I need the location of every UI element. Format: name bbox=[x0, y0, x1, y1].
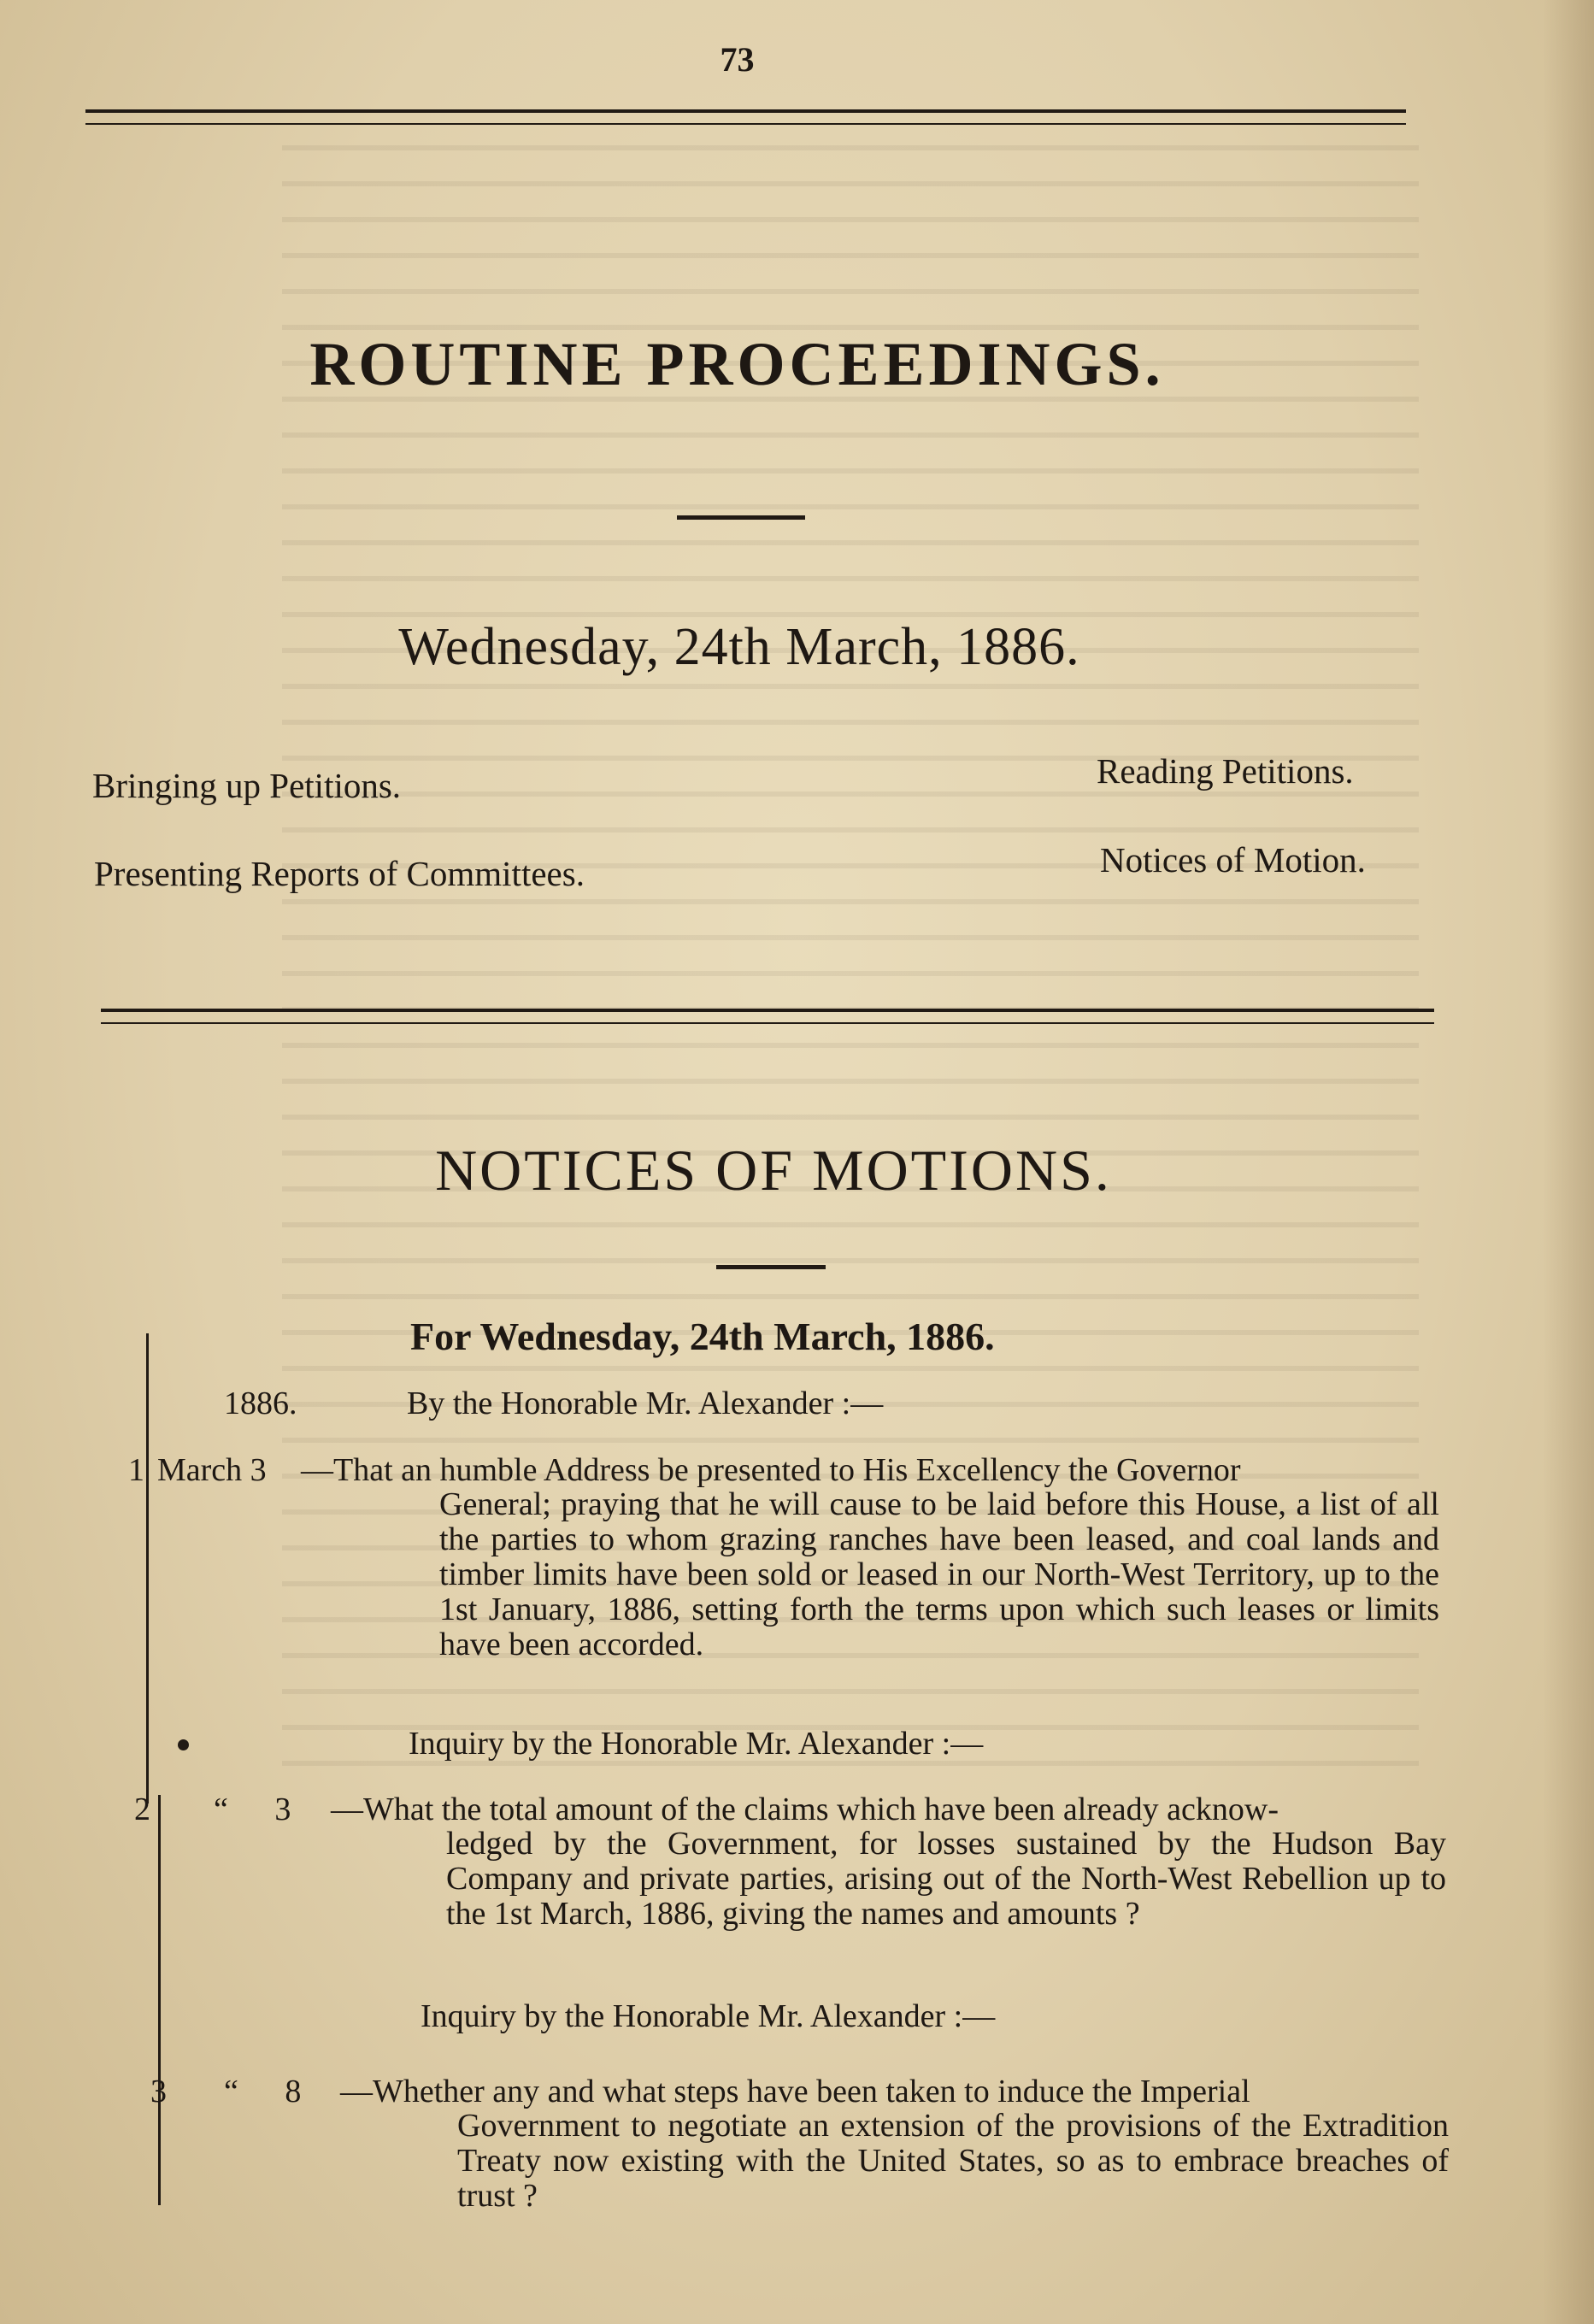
entry-2-date: “ 3 bbox=[214, 1792, 291, 1827]
sitting-date: Wednesday, 24th March, 1886. bbox=[398, 618, 1080, 676]
entry-1-intro: By the Honorable Mr. Alexander :— bbox=[407, 1386, 884, 1421]
notices-of-motions-heading: NOTICES OF MOTIONS. bbox=[435, 1138, 1112, 1203]
margin-bar-1 bbox=[146, 1333, 149, 1803]
bullet-mark bbox=[178, 1739, 189, 1750]
entry-2-body: ledged by the Government, for losses sustained by the Hudson Bay Company and private parties, arising out of the North-West Rebellion up to the 1st March, 1886, giving the names and amounts ? bbox=[446, 1826, 1446, 1932]
entry-3-date: “ 8 bbox=[224, 2074, 302, 2109]
entry-2-first-line: —What the total amount of the claims which have been already acknow- bbox=[331, 1792, 1279, 1827]
margin-bar-2 bbox=[158, 1795, 161, 2205]
motions-for-date: For Wednesday, 24th March, 1886. bbox=[410, 1315, 995, 1358]
entry-2-intro: Inquiry by the Honorable Mr. Alexander :— bbox=[409, 1726, 984, 1762]
routine-item-bringing-up-petitions: Bringing up Petitions. bbox=[92, 766, 402, 805]
entry-1-number: 1 bbox=[128, 1452, 144, 1488]
routine-item-notices-of-motion: Notices of Motion. bbox=[1100, 840, 1366, 880]
entry-1-body: General; praying that he will cause to be laid before this House, a list of all the parties to whom grazing ranches have been leased, and coal lands and timber limits have been sold or leased in our North-West Territory, up to the 1st January, 1886, setting forth the terms upon which such leases or limits have been accorded. bbox=[439, 1486, 1439, 1662]
routine-item-reading-petitions: Reading Petitions. bbox=[1097, 751, 1354, 791]
routine-item-presenting-reports: Presenting Reports of Committees. bbox=[94, 854, 585, 893]
heading-underline bbox=[677, 515, 805, 520]
entry-1-date: March 3 bbox=[157, 1452, 267, 1488]
top-double-rule bbox=[85, 109, 1406, 125]
entry-3-first-line: —Whether any and what steps have been taken to induce the Imperial bbox=[340, 2074, 1250, 2109]
page-number: 73 bbox=[720, 40, 755, 79]
section-double-rule bbox=[101, 1009, 1434, 1024]
entry-1-first-line: —That an humble Address be presented to His Excellency the Governor bbox=[301, 1452, 1241, 1488]
routine-proceedings-heading: ROUTINE PROCEEDINGS. bbox=[309, 330, 1165, 398]
entry-3-number: 3 bbox=[150, 2074, 167, 2109]
entry-3-body: Government to negotiate an extension of the provisions of the Extradition Treaty now existing with the United States, so as to embrace breaches of trust ? bbox=[457, 2108, 1449, 2214]
entry-2-number: 2 bbox=[134, 1792, 150, 1827]
notices-underline bbox=[716, 1265, 826, 1269]
entry-3-intro: Inquiry by the Honorable Mr. Alexander :— bbox=[421, 1998, 996, 2034]
session-year: 1886. bbox=[224, 1386, 297, 1421]
page-edge-shadow bbox=[1543, 0, 1594, 2324]
